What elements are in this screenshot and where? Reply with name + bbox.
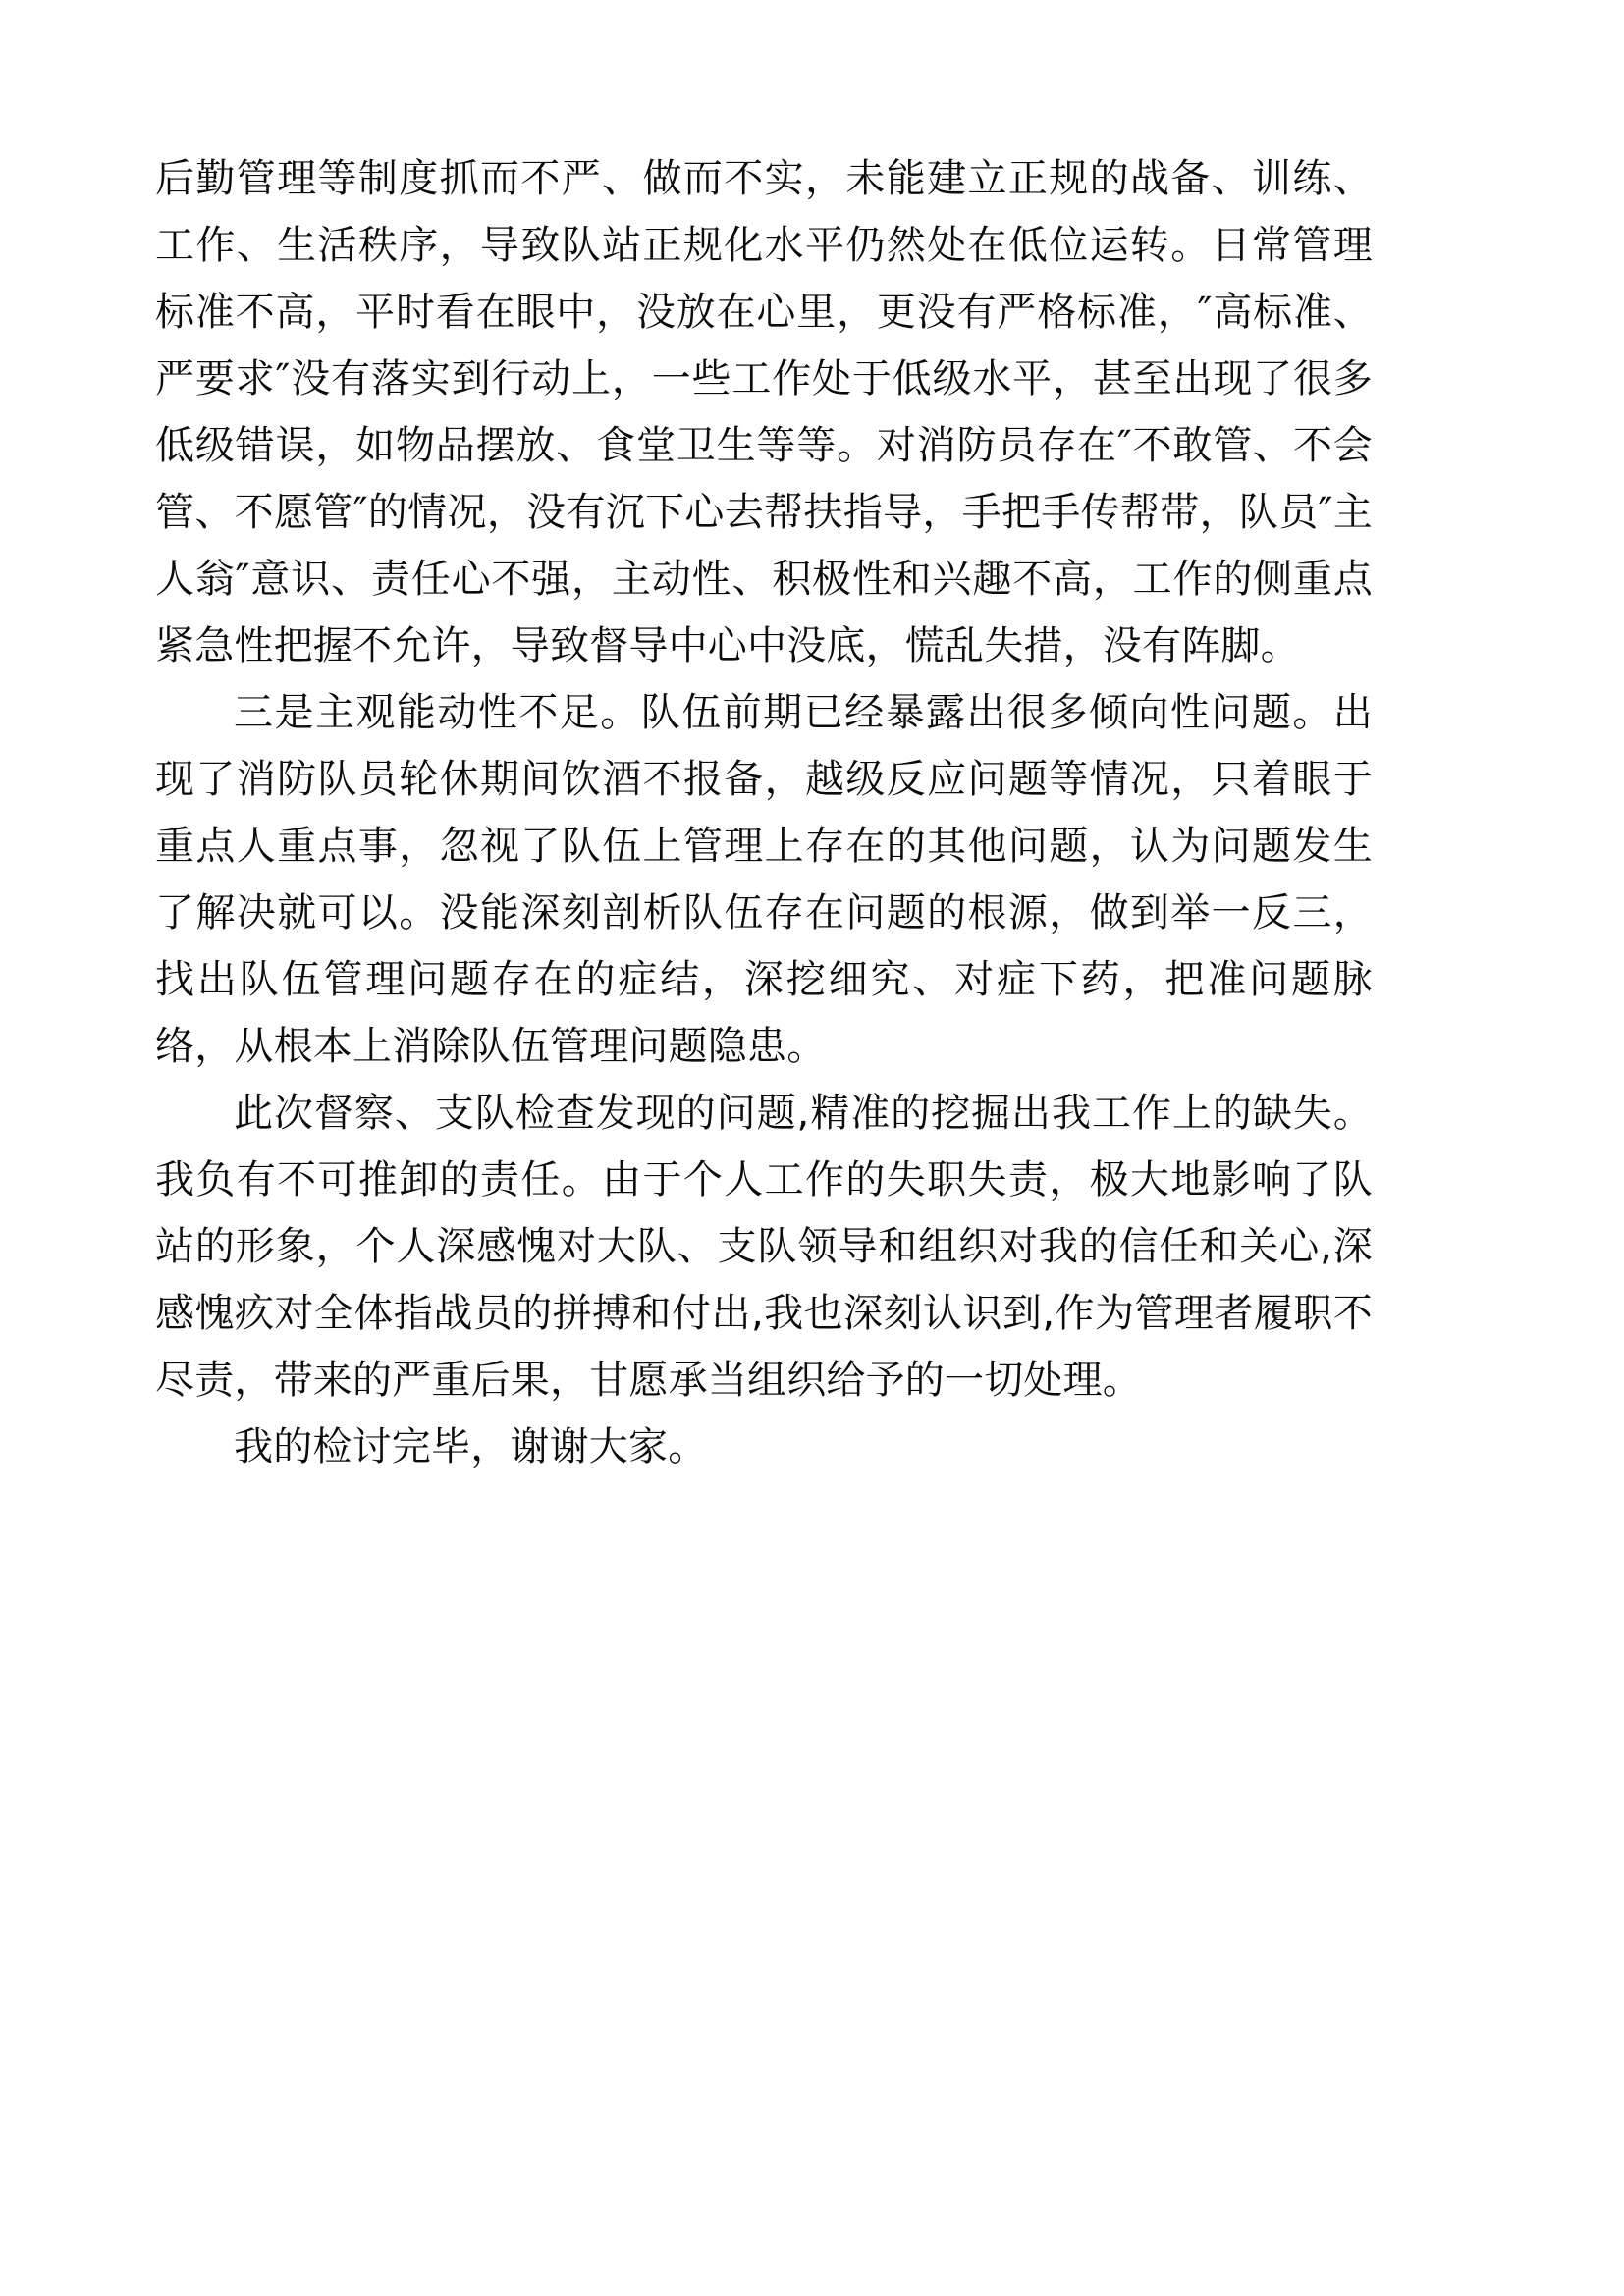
paragraph-third-point: 三是主观能动性不足。队伍前期已经暴露出很多倾向性问题。出现了消防队员轮休期间饮酒不报备，越级反应问题等情况，只着眼于重点人重点事，忽视了队伍上管理上存在的其他问题，认为问题发生了解决就可以。没能深刻剖析队伍存在问题的根源，做到举一反三，找出队伍管理问题存在的症结，深挖细究、对症下药，把准问题脉络，从根本上消除队伍管理问题隐患。	[155, 690, 1373, 1069]
paragraph-responsibility: 此次督察、支队检查发现的问题,精准的挖掘出我工作上的缺失。我负有不可推卸的责任。由于个人工作的失职失责，极大地影响了队站的形象，个人深感愧对大队、支队领导和组织对我的信任和关心,深感愧疚对全体指战员的拼搏和付出,我也深刻认识到,作为管理者履职不尽责，带来的严重后果，甘愿承当组织给予的一切处理。	[155, 1091, 1373, 1403]
paragraph-closing: 我的检讨完毕，谢谢大家。	[234, 1424, 708, 1469]
paragraph-continued-management: 后勤管理等制度抓而不严、做而不实，未能建立正规的战备、训练、工作、生活秩序，导致队站正规化水平仍然处在低位运转。日常管理标准不高，平时看在眼中，没放在心里，更没有严格标准，″高标准、严要求″没有落实到行动上，一些工作处于低级水平，甚至出现了很多低级错误，如物品摆放、食堂卫生等等。对消防员存在″不敢管、不会管、不愿管″的情况，没有沉下心去帮扶指导，手把手传帮带，队员″主人翁″意识、责任心不强，主动性、积极性和兴趣不高，工作的侧重点紧急性把握不允许，导致督导中心中没底，慌乱失措，没有阵脚。	[155, 156, 1373, 668]
document-text-body	[155, 145, 1373, 1480]
